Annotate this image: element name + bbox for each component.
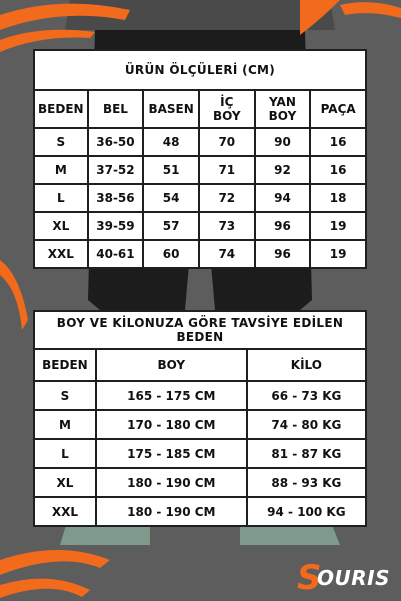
header-bel: BEL <box>89 91 143 127</box>
cell-size: XXL <box>35 498 95 525</box>
cell-basen: 48 <box>144 129 198 155</box>
cell-ic-boy: 73 <box>200 213 254 239</box>
table-row <box>35 241 365 267</box>
cell-kilo: 94 - 100 KG <box>248 498 365 525</box>
table-row <box>35 185 365 211</box>
cell-size: XL <box>35 213 87 239</box>
cell-yan-boy: 96 <box>256 213 310 239</box>
header-basen: BASEN <box>144 91 198 127</box>
header-beden: BEDEN <box>35 91 87 127</box>
cell-bel: 40-61 <box>89 241 143 267</box>
table-row <box>35 213 365 239</box>
cell-paca: 16 <box>311 129 365 155</box>
cell-paca: 16 <box>311 157 365 183</box>
cell-bel: 39-59 <box>89 213 143 239</box>
cell-kilo: 88 - 93 KG <box>248 469 365 496</box>
brand-logo-initial: S <box>297 558 322 598</box>
cell-basen: 57 <box>144 213 198 239</box>
cell-paca: 18 <box>311 185 365 211</box>
table-row <box>35 498 365 525</box>
cell-size: M <box>35 411 95 438</box>
cell-basen: 60 <box>144 241 198 267</box>
cell-size: S <box>35 382 95 409</box>
table-row <box>35 469 365 496</box>
recommendation-title: BOY VE KİLONUZA GÖRE TAVSİYE EDİLEN BEDEN <box>35 312 365 348</box>
cell-basen: 51 <box>144 157 198 183</box>
header-yan-boy: YAN BOY <box>256 91 310 127</box>
cell-bel: 36-50 <box>89 129 143 155</box>
table-row <box>35 411 365 438</box>
cell-kilo: 74 - 80 KG <box>248 411 365 438</box>
header-beden: BEDEN <box>35 350 95 380</box>
cell-boy: 180 - 190 CM <box>97 469 246 496</box>
cell-ic-boy: 72 <box>200 185 254 211</box>
brand-logo <box>295 560 400 600</box>
cell-size: S <box>35 129 87 155</box>
table-row <box>35 382 365 409</box>
cell-ic-boy: 70 <box>200 129 254 155</box>
cell-size: XL <box>35 469 95 496</box>
cell-paca: 19 <box>311 241 365 267</box>
cell-basen: 54 <box>144 185 198 211</box>
cell-kilo: 66 - 73 KG <box>248 382 365 409</box>
brand-logo-text: OURIS <box>317 566 390 590</box>
cell-size: M <box>35 157 87 183</box>
cell-size: XXL <box>35 241 87 267</box>
cell-yan-boy: 92 <box>256 157 310 183</box>
cell-boy: 170 - 180 CM <box>97 411 246 438</box>
cell-size: L <box>35 185 87 211</box>
cell-bel: 38-56 <box>89 185 143 211</box>
recommendation-table <box>33 310 367 527</box>
cell-bel: 37-52 <box>89 157 143 183</box>
cell-kilo: 81 - 87 KG <box>248 440 365 467</box>
header-boy: BOY <box>97 350 246 380</box>
cell-paca: 19 <box>311 213 365 239</box>
cell-yan-boy: 94 <box>256 185 310 211</box>
cell-size: L <box>35 440 95 467</box>
cell-yan-boy: 90 <box>256 129 310 155</box>
header-ic-boy: İÇ BOY <box>200 91 254 127</box>
cell-ic-boy: 74 <box>200 241 254 267</box>
header-kilo: KİLO <box>248 350 365 380</box>
cell-boy: 165 - 175 CM <box>97 382 246 409</box>
header-paca: PAÇA <box>311 91 365 127</box>
size-chart-title: ÜRÜN ÖLÇÜLERİ (CM) <box>35 51 365 89</box>
table-row <box>35 440 365 467</box>
cell-boy: 175 - 185 CM <box>97 440 246 467</box>
table-row <box>35 157 365 183</box>
cell-boy: 180 - 190 CM <box>97 498 246 525</box>
cell-ic-boy: 71 <box>200 157 254 183</box>
size-chart-table <box>33 49 367 269</box>
cell-yan-boy: 96 <box>256 241 310 267</box>
table-row <box>35 129 365 155</box>
